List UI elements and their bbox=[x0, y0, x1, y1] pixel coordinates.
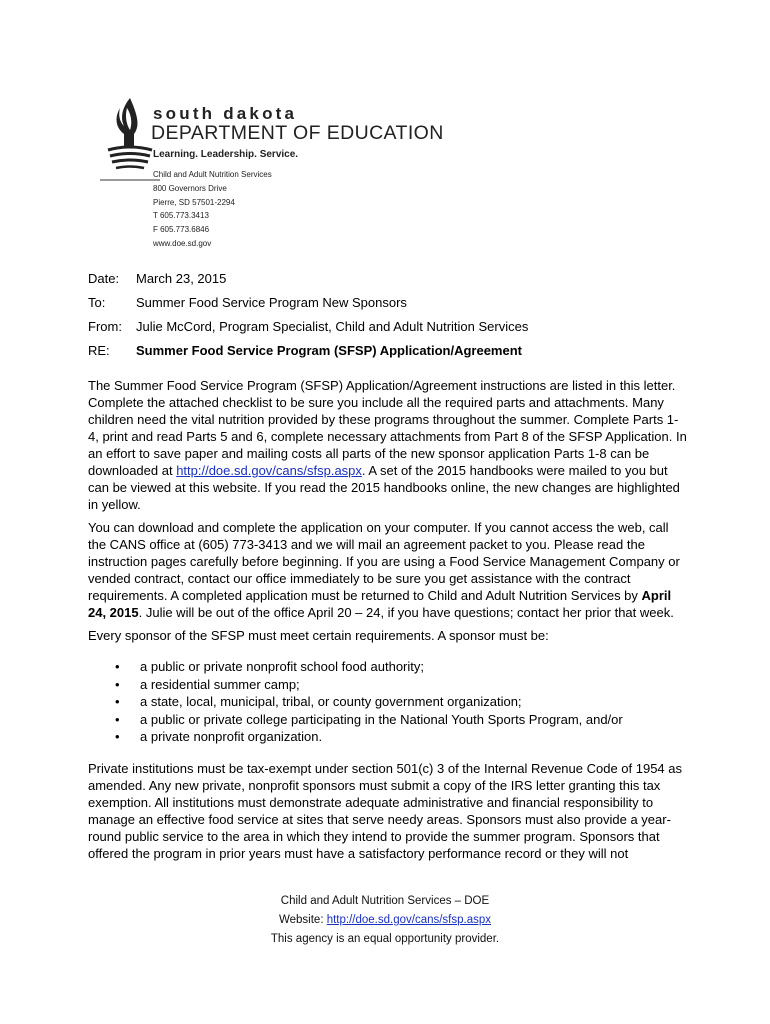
to-value: Summer Food Service Program New Sponsors bbox=[136, 294, 407, 310]
paragraph-text: You can download and complete the application on your computer. If you cannot access the web, call the CANS office at (605) 773-3413 and we will mail an agreement packet to you. Please read the instruction pages carefully before beginning. If you are using a Food Service Management Company or vended contract, contact our office immediately to be sure you get assistance with the contract requirements. A completed application must be returned to Child and Adult Nutrition Services by bbox=[88, 520, 680, 603]
memo-re-row bbox=[88, 338, 528, 362]
re-label: RE: bbox=[88, 342, 110, 358]
list-item: • a public or private nonprofit school food authority; bbox=[88, 658, 688, 676]
paragraph-1 bbox=[88, 377, 688, 513]
to-label: To: bbox=[88, 294, 106, 310]
address-line: Pierre, SD 57501-2294 bbox=[153, 197, 235, 207]
list-item: • a state, local, municipal, tribal, or county government organization; bbox=[88, 693, 688, 711]
paragraph-text: . Julie will be out of the office April 20 – 24, if you have questions; contact her prior that week. bbox=[138, 605, 674, 620]
footer-website-link[interactable]: http://doe.sd.gov/cans/sfsp.aspx bbox=[326, 914, 492, 926]
list-item: • a private nonprofit organization. bbox=[88, 728, 688, 746]
paragraph-2 bbox=[88, 519, 688, 621]
list-item: • a residential summer camp; bbox=[88, 676, 688, 694]
address-line: 800 Governors Drive bbox=[153, 183, 227, 193]
sfsp-link[interactable]: http://doe.sd.gov/cans/sfsp.aspx bbox=[176, 463, 362, 478]
memo-to-row bbox=[88, 290, 528, 314]
deadline-date: April 24, 2015 bbox=[88, 588, 672, 620]
paragraph-text: The Summer Food Service Program (SFSP) Application/Agreement instructions are listed in this letter. Complete the attached checklist to be sure you include all the required parts and attachments. Many children need the vital nutrition provided by these programs throughout the summer. Complete Parts 1-4, print and read Parts 5 and 6, complete necessary attachments from Part 8 of the SFSP Application. In an effort to save paper and mailing costs all parts of the new sponsor application Parts 1-8 can be downloaded at bbox=[88, 378, 687, 478]
footer-website-label: Website: bbox=[278, 914, 327, 926]
footer-org: Child and Adult Nutrition Services – DOE bbox=[280, 895, 490, 907]
date-value: March 23, 2015 bbox=[136, 270, 227, 286]
memo-from-row bbox=[88, 314, 528, 338]
tagline: Learning. Leadership. Service. bbox=[153, 149, 299, 160]
address-website[interactable]: www.doe.sd.gov bbox=[153, 238, 212, 248]
paragraph-4: Private institutions must be tax-exempt under section 501(c) 3 of the Internal Revenue Code of 1954 as amended. Any new private, nonprofit sponsors must submit a copy of the IRS letter granting this tax exemption. All institutions must demonstrate adequate administrative and financial responsibility to manage an effective food service at sites that serve needy areas. Sponsors must also provide a year-round public service to the area in which they intend to provide the summer program. Sponsors that offered the program in prior years must have a satisfactory performance record or they will not bbox=[88, 760, 683, 861]
list-item: • a public or private college participating in the National Youth Sports Program, and/or bbox=[88, 711, 688, 729]
page-footer bbox=[0, 892, 770, 949]
sponsor-requirements-list bbox=[88, 658, 688, 746]
address-block bbox=[153, 168, 272, 251]
paragraph-text: . A set of the 2015 handbooks were mailed to you but can be viewed at this website. If you read the 2015 handbooks online, the new changes are highlighted in yellow. bbox=[88, 463, 680, 512]
from-value: Julie McCord, Program Specialist, Child and Adult Nutrition Services bbox=[136, 318, 529, 334]
paragraph-3: Every sponsor of the SFSP must meet certain requirements. A sponsor must be: bbox=[88, 628, 549, 643]
address-line: Child and Adult Nutrition Services bbox=[153, 170, 272, 179]
footer-website-row bbox=[0, 911, 770, 930]
address-line: F 605.773.6846 bbox=[153, 225, 210, 235]
re-value: Summer Food Service Program (SFSP) Application/Agreement bbox=[136, 342, 522, 358]
letter-body bbox=[88, 377, 688, 868]
memo-header bbox=[88, 266, 528, 362]
address-line: T 605.773.3413 bbox=[153, 211, 209, 221]
department-name: DEPARTMENT OF EDUCATION bbox=[151, 122, 444, 144]
footer-eoe: This agency is an equal opportunity provider. bbox=[270, 933, 500, 945]
from-label: From: bbox=[88, 318, 122, 334]
state-name: south dakota bbox=[153, 104, 298, 123]
date-label: Date: bbox=[88, 270, 120, 286]
memo-date-row bbox=[88, 266, 528, 290]
